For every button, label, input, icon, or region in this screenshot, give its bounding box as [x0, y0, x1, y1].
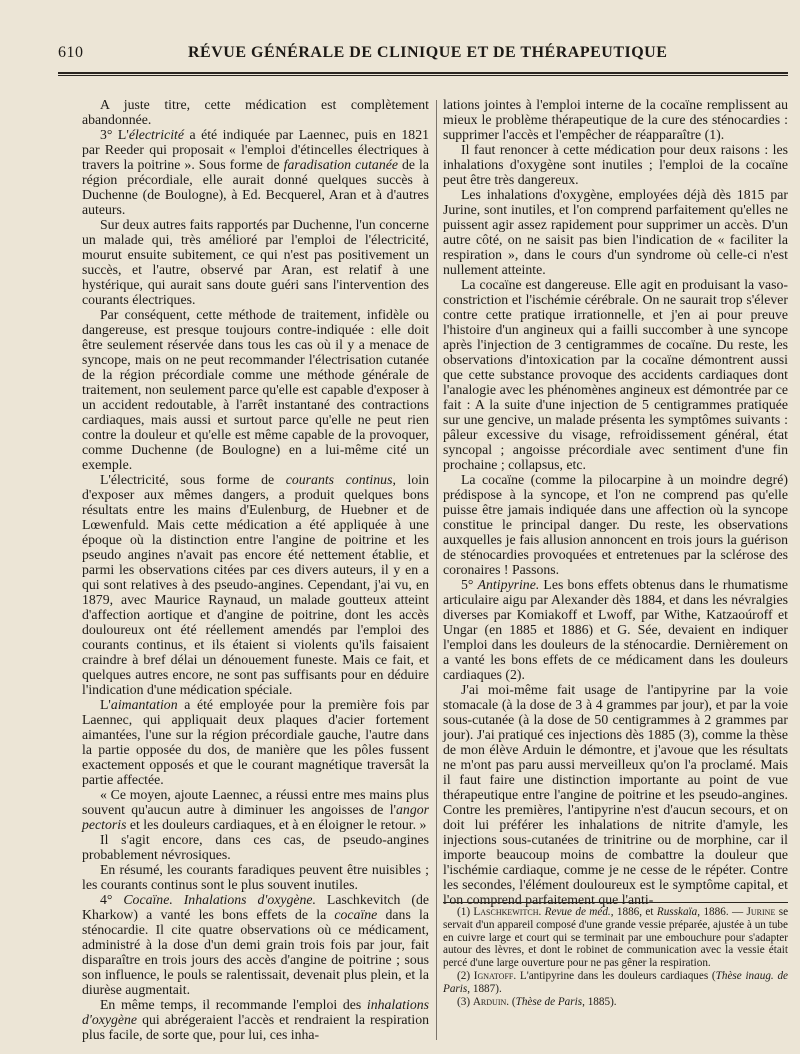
paragraph: lations jointes à l'emploi interne de la cocaïne remplissent au mieux le problème thérapeutique de la cure des sténocardies : supprimer l'accès et l'empêcher de réapparaître (1).: [443, 97, 788, 142]
page-header: [58, 44, 778, 68]
header-rule: [58, 72, 788, 76]
page-number: 610: [58, 44, 84, 61]
footnotes: [443, 906, 788, 1008]
paragraph: 3° L'électricité a été indiquée par Laennec, puis en 1821 par Reeder qui proposait « l'emploi d'étincelles électriques à travers la poitrine ». Sous forme de faradisation cutanée de la région précordiale, elle aurait donné quelques succès à Duchenne (de Boulogne), à Ed. Becquerel, Aran et à d'autres auteurs.: [82, 127, 429, 217]
column-divider: [436, 100, 437, 1040]
right-column: [443, 97, 788, 907]
paragraph: « Ce moyen, ajoute Laennec, a réussi entre mes mains plus souvent qu'aucun autre à diminuer les angoisses de l'angor pectoris et les douleurs cardiaques, et à en éloigner le retour. »: [82, 787, 429, 832]
paragraph: 4° Cocaïne. Inhalations d'oxygène. Laschkevitch (de Kharkow) a vanté les bons effets de la cocaïne dans la sténocardie. Il cite quatre observations où ce médicament, administré à la dose d'un demi grain trois fois par jour, fait disparaître en trois jours des accès d'angine de poitrine ; sous son influence, le pouls se ralentissait, devenait plus plein, et la diurèse augmentait.: [82, 892, 429, 997]
paragraph: En résumé, les courants faradiques peuvent être nuisibles ; les courants continus sont le plus souvent inutiles.: [82, 862, 429, 892]
paragraph: J'ai moi-même fait usage de l'antipyrine par la voie stomacale (à la dose de 3 à 4 grammes par jour), et par la voie sous-cutanée (à la dose de 50 centigrammes à 2 grammes par jour). J'ai pratiqué ces injections dès 1885 (3), comme la thèse de mon élève Arduin le démontre, et j'avoue que les résultats ne m'ont pas paru aussi merveilleux qu'on l'a proclamé. Mais il faut faire une distinction importante au point de vue thérapeutique entre l'angine de poitrine et les pseudo-angines. Contre les premières, l'antipyrine n'est d'aucun secours, et on doit lui préférer les inhalations de nitrite d'amyle, les injections sous-cutanées de trinitrine ou de morphine, car il importe beaucoup moins de combattre la douleur que l'ischémie cardiaque, comme je ne cesse de le répéter. Contre les secondes, l'élément douloureux est le symptôme capital, et l'on comprend parfaitement que l'anti-: [443, 682, 788, 907]
paragraph: Les inhalations d'oxygène, employées déjà dès 1815 par Jurine, sont inutiles, et l'on comprend parfaitement qu'elles ne puissent agir assez rapidement pour supprimer un accès. D'un autre côté, on ne saisit pas bien l'indication de « faciliter la respiration », dans le cours d'un syndrome où celle-ci n'est nullement atteinte.: [443, 187, 788, 277]
footnote-rule: [443, 902, 788, 903]
paragraph: Il s'agit encore, dans ces cas, de pseudo-angines probablement névrosiques.: [82, 832, 429, 862]
paragraph: Par conséquent, cette méthode de traitement, infidèle ou dangereuse, est presque toujours contre-indiquée : elle doit être seulement réservée dans tous les cas où il y a menace de syncope, mais on ne peut recommander l'électrisation cutanée de la région précordiale comme une méthode générale de traitement, non seulement parce qu'elle est capable d'exposer à un accident redoutable, à l'arrêt instantané des contractions cardiaques, mais aussi et surtout parce qu'elle ne peut rien contre la douleur et qu'elle est même capable de la provoquer, comme Duchenne (de Boulogne) en a lui-même cité un exemple.: [82, 307, 429, 472]
footnote: (2) Ignatoff. L'antipyrine dans les douleurs cardiaques (Thèse inaug. de Paris, 1887).: [443, 969, 788, 995]
running-title: RÉVUE GÉNÉRALE DE CLINIQUE ET DE THÉRAPEUTIQUE: [188, 44, 668, 61]
paragraph: L'aimantation a été employée pour la première fois par Laennec, qui appliquait deux plaques d'acier fortement aimantées, l'une sur la région précordiale gauche, l'autre dans la partie opposée du dos, de manière que les pôles fussent exactement opposés et que le courant magnétique traversât la partie affectée.: [82, 697, 429, 787]
paragraph: La cocaïne est dangereuse. Elle agit en produisant la vaso-constriction et l'ischémie cérébrale. On ne saurait trop s'élever contre cette pratique irrationnelle, et j'en ai pour preuve l'histoire d'un angineux qui a failli succomber à une syncope après l'injection de 3 centigrammes de cocaïne. Du reste, les observations d'intoxication par la cocaïne démontrent aussi que cette substance provoque des accidents cardiaques dont l'analogie avec les phénomènes angineux est démontrée par ce fait : A la suite d'une injection de 5 centigrammes pratiquée sur une gencive, un malade présenta les symptômes suivants : pâleur excessive du visage, refroidissement général, état syncopal ; angoisse précordiale avec sentiment d'une fin prochaine ; collapsus, etc.: [443, 277, 788, 472]
footnote: (1) Laschkewitch. Revue de méd., 1886, et Russkaïa, 1886. — Jurine se servait d'un appareil composé d'une grande vessie préparée, ajustée à un tube en cuivre large et court qui se terminait par une embouchure pour s'adapter autour des lèvres, et dont le robinet de communication avec la vessie était percé d'une large ouverture pour ne pas gêner la respiration.: [443, 906, 789, 970]
left-column: [82, 97, 429, 1042]
paragraph: 5° Antipyrine. Les bons effets obtenus dans le rhumatisme articulaire aigu par Alexander dès 1884, et dans les névralgies diverses par Komiakoff et Lwoff, par Withe, Katzaoúroff et Ungar (en 1885 et 1886) et G. Sée, devaient en indiquer l'emploi dans les douleurs de la sténocardie. Dernièrement on a vanté les bons effets de ce médicament dans les douleurs cardiaques (2).: [443, 577, 788, 682]
paragraph: L'électricité, sous forme de courants continus, loin d'exposer aux mêmes dangers, a produit quelques bons résultats entre les mains d'Eulenburg, de Huebner et de Lœwenfuld. Mais cette médication a été appliquée à une époque où la distinction entre l'angine de poitrine et les pseudo angines n'avait pas encore été nettement établie, et parmi les observations citées par ces divers auteurs, il y en a qui sont relatives à des pseudo-angines. Cependant, j'ai vu, en 1879, avec Maurice Raynaud, un malade goutteux atteint d'affection aortique et d'angine de poitrine, dont les accès douloureux ont été réellement amendés par l'emploi des courants continus, et ils étaient si violents qu'ils faisaient craindre à bref délai un dénouement funeste. Mais ce fait, et quelques autres encore, ne sont pas suffisants pour en déduire l'indication d'une médication spéciale.: [82, 472, 429, 697]
footnote: (3) Arduin. (Thèse de Paris, 1885).: [457, 995, 617, 1008]
paragraph: En même temps, il recommande l'emploi des inhalations d'oxygène qui abrégeraient l'accès et rendraient la respiration plus facile, de sorte que, pour lui, ces inha-: [82, 997, 429, 1042]
paragraph: A juste titre, cette médication est complètement abandonnée.: [82, 97, 429, 127]
paragraph: La cocaïne (comme la pilocarpine à un moindre degré) prédispose à la syncope, et l'on ne comprend pas qu'elle puisse être jamais indiquée dans une affection où la syncope constitue le principal danger. Du reste, les observations auxquelles je fais allusion annoncent en trois jours la guérison de sténocardies provoquées et entretenues par la sclérose des coronaires ! Passons.: [443, 472, 788, 577]
paragraph: Sur deux autres faits rapportés par Duchenne, l'un concerne un malade qui, très amélioré par l'emploi de l'électricité, mourut ensuite subitement, ce qui n'est pas positivement un succès, et l'autre, observé par Aran, est relatif à une hystérique, qui aurait sans doute guéri sans l'intervention des courants électriques.: [82, 217, 429, 307]
paragraph: Il faut renoncer à cette médication pour deux raisons : les inhalations d'oxygène sont inutiles ; l'emploi de la cocaïne peut être très dangereux.: [443, 142, 788, 187]
